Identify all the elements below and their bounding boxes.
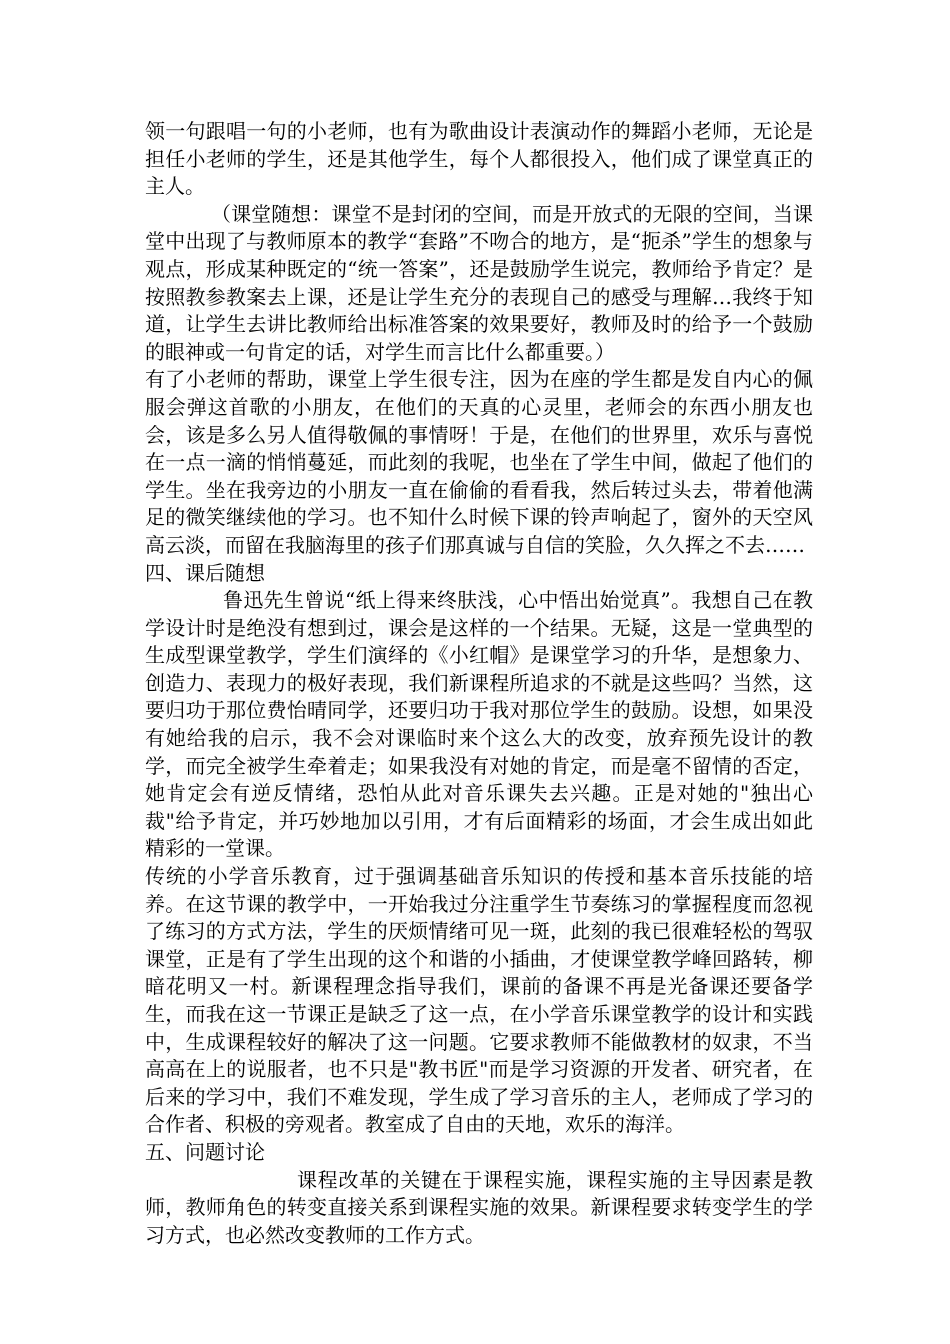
paragraph-traditional-music-education: 传统的小学音乐教育，过于强调基础音乐知识的传授和基本音乐技能的培养。在这节课的教学中，一开始我过分注重学生节奏练习的掌握程度而忽视了练习的方式方法，学生的厌烦情绪可见一斑，此刻的我已很难轻松的驾驭课堂，正是有了学生出现的这个和谐的小插曲，才使课堂教学峰回路转，柳暗花明又一村。新课程理念指导我们，课前的备课不再是光备课还要备学生，而我在这一节课正是缺乏了这一点，在小学音乐课堂教学的设计和实践中，生成课程较好的解决了这一问题。它要求教师不能做教材的奴隶，不当高高在上的说服者，也不只是"教书匠"而是学习资源的开发者、研究者，在后来的学习中，我们不难发现，学生成了学习音乐的主人，老师成了学习的合作者、积极的旁观者。教室成了自由的天地，欢乐的海洋。 xyxy=(145,864,813,1137)
section-heading-after-class-thoughts: 四、课后随想 xyxy=(145,560,265,585)
document-page xyxy=(145,118,813,1249)
paragraph-classroom-reflection: （课堂随想：课堂不是封闭的空间，而是开放式的无限的空间，当课堂中出现了与教师原本的教学“套路”不吻合的地方，是“扼杀”学生的想象与观点，形成某种既定的“统一答案”，还是鼓励学生说完，教师给予肯定？是按照教参教案去上课，还是让学生充分的表现自己的感受与理解…我终于知道，让学生去讲比教师给出标准答案的效果要好，教师及时的给予一个鼓励的眼神或一句肯定的话，对学生而言比什么都重要。） xyxy=(145,201,813,364)
paragraph-student-help: 有了小老师的帮助，课堂上学生很专注，因为在座的学生都是发自内心的佩服会弹这首歌的小朋友，在他们的天真的心灵里，老师会的东西小朋友也会，该是多么另人值得敬佩的事情呀！于是，在他们的世界里，欢乐与喜悦在一点一滴的悄悄蔓延，而此刻的我呢，也坐在了学生中间，做起了他们的学生。坐在我旁边的小朋友一直在偷偷的看看我，然后转过头去，带着他满足的微笑继续他的学习。也不知什么时候下课的铃声响起了，窗外的天空风高云淡，而留在我脑海里的孩子们那真诚与自信的笑脸，久久挥之不去…… xyxy=(145,367,813,557)
paragraph-lu-xun-quote: 鲁迅先生曾说“纸上得来终肤浅，心中悟出始觉真”。我想自己在教学设计时是绝没有想到过，课会是这样的一个结果。无疑，这是一堂典型的生成型课堂教学，学生们演绎的《小红帽》是课堂学习的升华，是想象力、创造力、表现力的极好表现，我们新课程所追求的不就是这些吗？当然，这要归功于那位费怡晴同学，还要归功于我对那位学生的鼓励。设想，如果没有她给我的启示，我不会对课临时来个这么大的改变，放弃预先设计的教学，而完全被学生牵着走；如果我没有对她的肯定，而是毫不留情的否定，她肯定会有逆反情绪，恐怕从此对音乐课失去兴趣。正是对她的"独出心裁"给予肯定，并巧妙地加以引用，才有后面精彩的场面，才会生成出如此精彩的一堂课。 xyxy=(145,588,813,861)
paragraph-curriculum-reform: 课程改革的关键在于课程实施，课程实施的主导因素是教师，教师角色的转变直接关系到课程实施的效果。新课程要求转变学生的学习方式，也必然改变教师的工作方式。 xyxy=(145,1167,813,1247)
section-heading-problem-discussion: 五、问题讨论 xyxy=(145,1139,265,1164)
paragraph-student-teachers: 领一句跟唱一句的小老师，也有为歌曲设计表演动作的舞蹈小老师，无论是担任小老师的学生，还是其他学生，每个人都很投入，他们成了课堂真正的主人。 xyxy=(145,119,813,199)
